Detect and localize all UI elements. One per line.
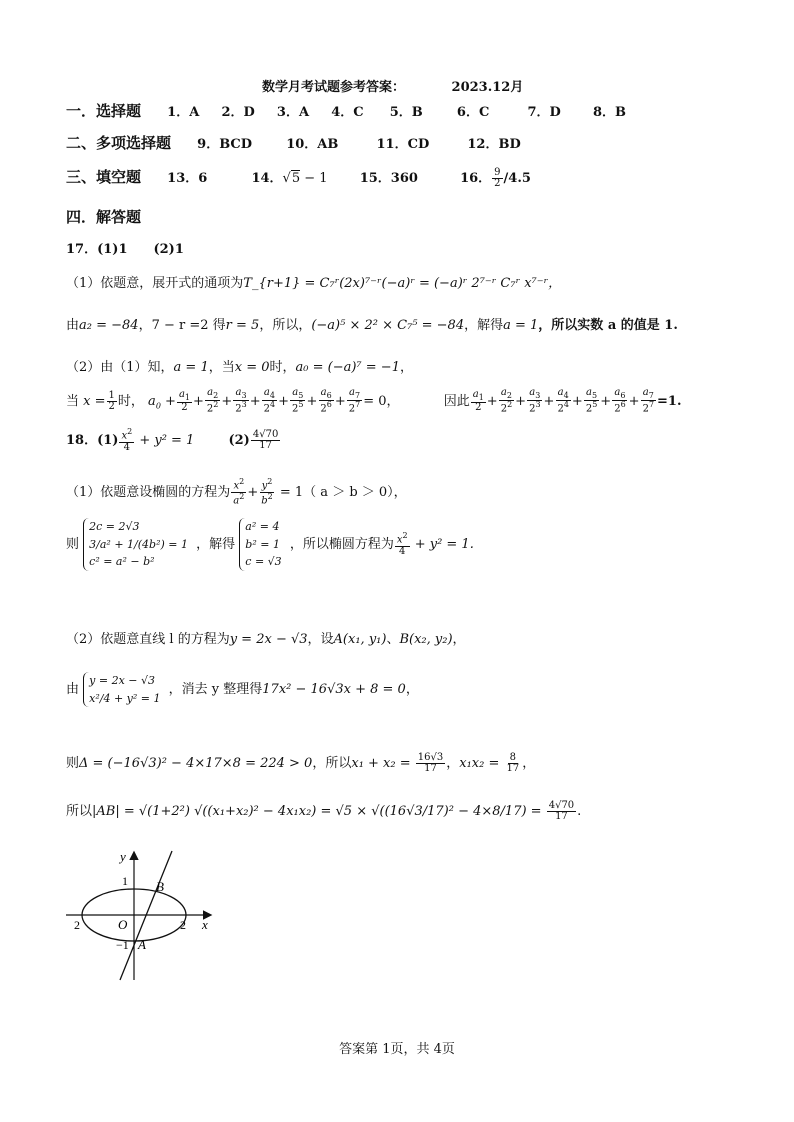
page-footer: 答案第 1页，共 4页 bbox=[339, 1042, 455, 1057]
formula: x₁ + x₂ = bbox=[351, 756, 415, 771]
title-date: 2023.12月 bbox=[451, 80, 524, 95]
text: ，解得 bbox=[196, 536, 236, 552]
section-label: 一．选择题 bbox=[66, 102, 142, 120]
equation: a² = 4 bbox=[245, 520, 280, 533]
fraction-denominator: 17 bbox=[506, 763, 520, 774]
q17-line3 bbox=[66, 356, 413, 375]
point-a-label: A bbox=[138, 937, 146, 952]
answer-16-fraction bbox=[492, 168, 502, 190]
answer-11: 11．CD bbox=[376, 137, 430, 152]
text: ，7 − r =2 得 bbox=[138, 318, 226, 333]
section-choice bbox=[66, 100, 626, 121]
text: 所以 bbox=[66, 804, 93, 819]
answer-6: 6．C bbox=[456, 105, 490, 120]
answer-fraction bbox=[251, 430, 280, 452]
equation: c = √3 bbox=[245, 555, 282, 569]
answer-12: 12．BD bbox=[467, 137, 521, 152]
section-solve bbox=[66, 206, 141, 227]
section-label: 四．解答题 bbox=[66, 208, 142, 226]
text: （1）依题意设椭圆的方程为 bbox=[66, 484, 231, 500]
answer-4: 4．C bbox=[331, 105, 364, 120]
fraction-numerator: 16√3 bbox=[417, 751, 444, 763]
text: 因此 bbox=[443, 394, 470, 410]
formula: =1. bbox=[657, 394, 682, 410]
q18-line6 bbox=[66, 800, 581, 823]
answer-13: 13．6 bbox=[167, 171, 208, 186]
text: 当 bbox=[66, 394, 80, 410]
answer-3: 3．A bbox=[276, 105, 310, 120]
text: ，设 bbox=[307, 632, 334, 647]
formula: (−a)⁵ × 2² × C₇⁵ = −84 bbox=[311, 318, 465, 333]
equation: x²/4 + y² = 1 bbox=[89, 691, 161, 705]
q17-head: 17．(1)1 (2)1 bbox=[66, 242, 184, 257]
text: ， bbox=[399, 360, 413, 375]
text: ， bbox=[452, 632, 466, 647]
text: = 1（ a ＞ b ＞ 0）， bbox=[275, 484, 407, 500]
text: （1）依题意，展开式的通项为 bbox=[66, 276, 244, 291]
equation: c² = a² − b² bbox=[89, 555, 155, 569]
tick-neg1: −1 bbox=[116, 938, 129, 952]
section-multi bbox=[66, 132, 521, 153]
formula: = 0 bbox=[363, 394, 387, 410]
text: ，解得 bbox=[464, 318, 504, 333]
answer-14-tail: − 1 bbox=[300, 171, 328, 186]
answer-14: 14．√5 − 1 bbox=[251, 171, 328, 186]
formula: Δ = (−16√3)² − 4×17×8 = 224 > 0 bbox=[79, 756, 313, 771]
text: 由 bbox=[66, 682, 80, 698]
equation-system bbox=[83, 518, 188, 571]
formula: + y² = 1 bbox=[135, 433, 195, 449]
answer-5: 5．B bbox=[389, 105, 423, 120]
fraction-denominator: 17 bbox=[424, 763, 437, 774]
equation: y = 2x − √3 bbox=[89, 674, 156, 687]
fraction-numerator: 9 bbox=[494, 166, 501, 178]
conclusion: ，所以实数 a 的值是 1. bbox=[538, 318, 678, 333]
answer-9: 9．BCD bbox=[197, 137, 253, 152]
text: 18．(1) bbox=[66, 433, 119, 449]
formula: |AB| = √(1+2²) √((x₁+x₂)² − 4x₁x₂) = √5 × √((16√3/17)² − 4×8/17) = bbox=[92, 804, 546, 819]
q18-line4 bbox=[66, 672, 419, 707]
formula: x = 0 bbox=[234, 360, 270, 375]
fraction-numerator: 4√70 bbox=[548, 799, 575, 811]
answer-10: 10．AB bbox=[286, 137, 339, 152]
fraction-numerator: 8 bbox=[509, 751, 517, 763]
q18-line3 bbox=[66, 628, 466, 647]
x-axis-label: x bbox=[202, 917, 208, 932]
answer-16 bbox=[460, 167, 531, 190]
formula: x₁x₂ = bbox=[459, 756, 504, 771]
fraction-numerator: 4√70 bbox=[252, 428, 279, 440]
text: ，所以 bbox=[312, 756, 352, 771]
formula: a₂ = −84 bbox=[79, 318, 139, 333]
section-label: 三、填空题 bbox=[66, 168, 142, 186]
text: 则 bbox=[66, 756, 80, 771]
text: ， bbox=[386, 394, 400, 410]
text: ，所以， bbox=[259, 318, 312, 333]
formula: T_{r+1} = C₇ʳ(2x)⁷⁻ʳ(−a)ʳ = (−a)ʳ 2⁷⁻ʳ C₇ʳ x⁷⁻ʳ， bbox=[243, 276, 562, 291]
origin-label: O bbox=[118, 917, 128, 932]
text: . bbox=[577, 804, 582, 819]
text: (2) bbox=[228, 433, 250, 449]
tick-1: 1 bbox=[122, 874, 128, 888]
fraction-denominator: 17 bbox=[259, 440, 272, 452]
answer-8: 8．B bbox=[592, 105, 626, 120]
formula: 17x² − 16√3x + 8 = 0 bbox=[262, 682, 406, 698]
fraction-denominator: 17 bbox=[555, 811, 568, 822]
q18-head: 18．(1) $\frac{x^2}{4}$ + y² = 1 (2) $\frac{4√70}{17}$ bbox=[66, 427, 279, 453]
answer-15: 15．360 bbox=[359, 171, 418, 186]
answer-14-root: 5 bbox=[291, 171, 301, 186]
answer-16-tail: /4.5 bbox=[503, 171, 531, 186]
fraction-denominator: 2 bbox=[494, 178, 501, 189]
answer-7: 7．D bbox=[527, 105, 561, 120]
fraction-half: $\frac{1}{2}$ bbox=[108, 389, 115, 413]
text: 时， bbox=[117, 394, 144, 410]
text: 则 bbox=[66, 536, 80, 552]
formula: y = 2x − √3 bbox=[229, 632, 308, 647]
q17-line1 bbox=[66, 272, 561, 291]
equation: 3/a² + 1/(4b²) = 1 bbox=[89, 537, 188, 551]
answer-2: 2．D bbox=[221, 105, 255, 120]
tick-left-2: 2 bbox=[74, 918, 80, 932]
answer-14-label: 14． bbox=[251, 171, 283, 186]
section-label: 二、多项选择题 bbox=[66, 134, 172, 152]
equation-system bbox=[83, 672, 160, 707]
section-fill bbox=[66, 166, 531, 190]
title-text: 数学月考试题参考答案： bbox=[262, 80, 406, 95]
equation-system bbox=[239, 518, 281, 571]
equation: 2c = 2√3 bbox=[89, 520, 140, 533]
formula: + y² = 1. bbox=[410, 536, 474, 552]
q18-line2: 则 2c = 2√3 3/a² + 1/(4b²) = 1 c² = a² − b² ，解得 a² = 4 b² = 1 c = √3 ，所以椭圆方程为 $\frac{x^2}{4}$ + y² = 1. bbox=[66, 518, 474, 571]
formula: B(x₂, y₂) bbox=[399, 632, 453, 647]
formula: a = 1 bbox=[503, 318, 539, 333]
equation: b² = 1 bbox=[245, 537, 280, 551]
formula: r = 5 bbox=[225, 318, 260, 333]
answer-16-label: 16． bbox=[460, 171, 492, 186]
page-title bbox=[262, 76, 523, 95]
y-axis-label: y bbox=[120, 849, 126, 864]
text: 时， bbox=[269, 360, 296, 375]
point-b-label: B bbox=[156, 879, 164, 894]
q18-line1: （1）依题意设椭圆的方程为 $\frac{x^2}{a^2}$ + $\frac{y^2}{b^2}$ = 1（ a ＞ b ＞ 0）， bbox=[66, 477, 407, 507]
q17-line4: 当 x = $\frac{1}{2}$ 时， $a_0$ + $\frac{a_1}{2}$ + $\frac{a_2}{2^2}$ + $\frac{a_3}{2^3}$ + $\frac{a_4}{2^4}$ + $\frac{a_5}{2^5}$ + $\frac{a_6}{2^6}$ + $\frac{a_7}{2^7}$ = 0， 因此 $\frac{a_1}{2}$ + $\frac{a_2}{2^2}$ + $\frac{a_3}{2^3}$ + $\frac{a_4}{2^4}$ + $\frac{a_5}{2^5}$ + $\frac{a_6}{2^6}$ + $\frac{a_7}{2^7}$ =1. bbox=[66, 387, 682, 415]
text: ，当 bbox=[208, 360, 235, 375]
formula: A(x₁, y₁) bbox=[333, 632, 387, 647]
text: ， bbox=[522, 756, 536, 771]
answer-1: 1．A bbox=[167, 105, 200, 120]
ellipse-figure bbox=[60, 845, 230, 985]
text: 由 bbox=[66, 318, 80, 333]
tick-right-2: 2 bbox=[180, 918, 186, 932]
text: ， bbox=[405, 682, 419, 698]
formula: a = 1 bbox=[173, 360, 209, 375]
text: （2）依题意直线 l 的方程为 bbox=[66, 632, 230, 647]
text: ， bbox=[446, 756, 460, 771]
text: ，消去 y 整理得 bbox=[168, 682, 263, 698]
text: ，所以椭圆方程为 bbox=[289, 536, 394, 552]
text: 、 bbox=[386, 632, 400, 647]
q17-line2 bbox=[66, 314, 678, 333]
text: （2）由（1）知， bbox=[66, 360, 174, 375]
formula: a₀ = (−a)⁷ = −1 bbox=[295, 360, 400, 375]
q18-line5 bbox=[66, 752, 535, 775]
